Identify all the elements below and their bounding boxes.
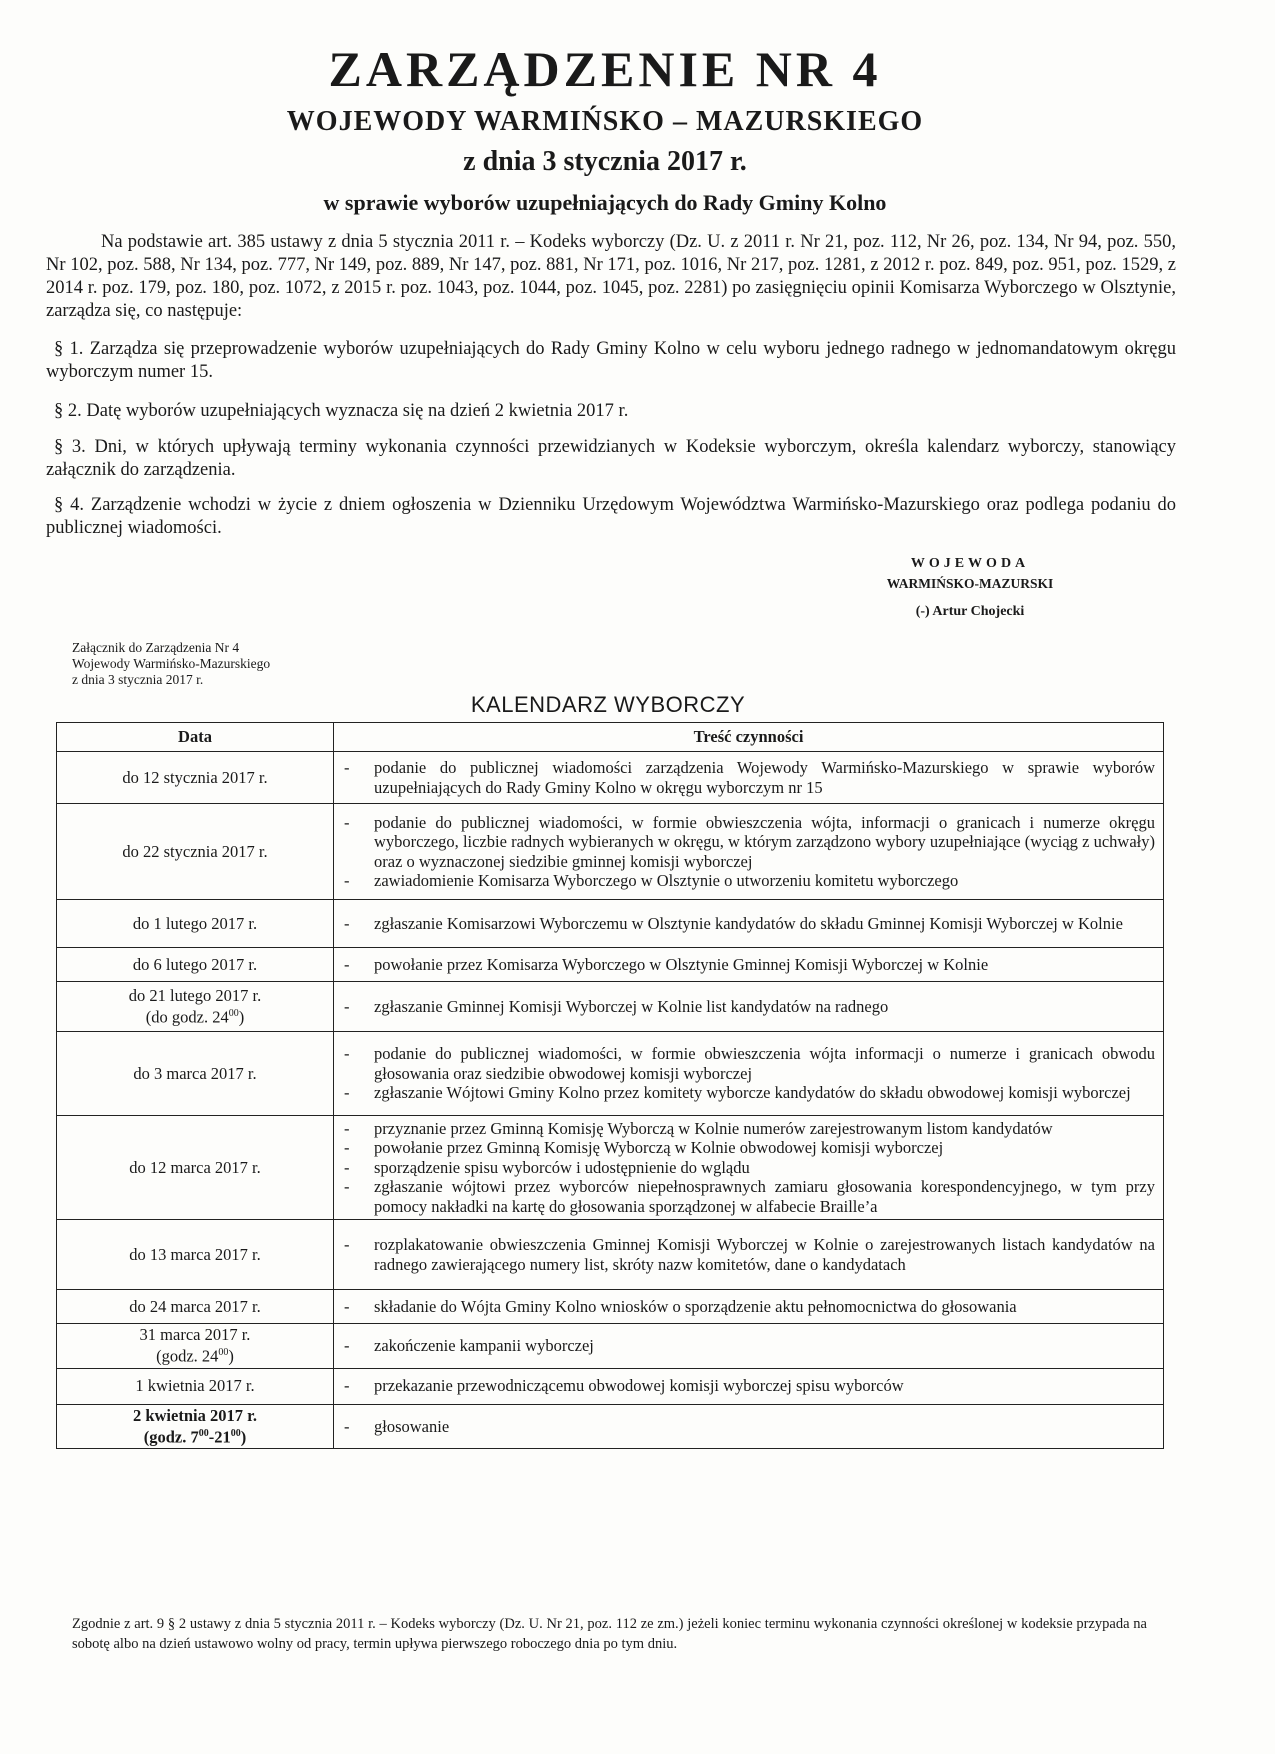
activity-text: przekazanie przewodniczącemu obwodowej komisji wyborczej spisu wyborców [374,1376,904,1396]
document-subject: w sprawie wyborów uzupełniających do Rady Gminy Kolno [323,190,887,215]
annex-note [72,640,270,688]
activity-item [334,813,1155,872]
date-cell [57,1368,334,1404]
content-cell [334,752,1164,804]
activity-text: zgłaszanie wójtowi przez wyborców niepełnosprawnych zamiaru głosowania korespondencyjnego, w tym przy pomocy nakładki na kartę do głosowania sporządzonej w alfabecie Braille’a [374,1177,1155,1216]
signature-title: WOJEWODA [910,556,1030,571]
table-row [57,1116,1164,1220]
date-text: do 6 lutego 2017 r. [132,954,258,974]
table-row [57,1032,1164,1116]
activity-text: podanie do publicznej wiadomości, w formie obwieszczenia wójta informacji o numerze i granicach obwodu głosowania oraz siedzibie obwodowej komisji wyborczej [374,1044,1155,1083]
date-text: 2 kwietnia 2017 r. [132,1405,258,1425]
date-text: do 24 marca 2017 r. [129,1296,261,1316]
activity-text: sporządzenie spisu wyborców i udostępnienie do wglądu [374,1157,750,1177]
column-header-content: Treść czynności [334,723,1164,752]
date-text: do 3 marca 2017 r. [133,1063,257,1083]
bullet-dash: - [344,1235,350,1254]
date-cell [57,1116,334,1220]
content-cell [334,900,1164,948]
activity-item [334,758,1155,797]
content-cell [334,1032,1164,1116]
date-cell [57,1324,334,1369]
activity-item [334,955,1155,975]
time-text: (godz. 7 [143,1427,199,1446]
date-text: do 12 stycznia 2017 r. [122,767,268,787]
time-superscript: 00 [198,1427,209,1439]
bullet-dash: - [344,812,350,832]
date-time-note [61,1344,329,1366]
paragraph-4: § 4. Zarządzenie wchodzi w życie z dniem ogłoszenia w Dzienniku Urzędowym Województwa Warmińsko-Mazurskiego oraz podlega podaniu do publicznej wiadomości. [46,495,1176,538]
activity-item [334,1119,1155,1139]
content-cell [334,1404,1164,1449]
intro-paragraph: Na podstawie art. 385 ustawy z dnia 5 stycznia 2011 r. – Kodeks wyborczy (Dz. U. z 2011 r. Nr 21, poz. 112, Nr 26, poz. 134, Nr 94, poz. 550, Nr 102, poz. 588, Nr 134, poz. 777, Nr 149, poz. 889, Nr 147, poz. 881, Nr 171, poz. 1016, Nr 217, poz. 1281, z 2012 r. poz. 849, poz. 951, poz. 1529, z 2014 r. poz. 179, poz. 180, poz. 1072, z 2015 r. poz. 1043, poz. 1044, poz. 1045, poz. 2281) po zasięgnięciu opinii Komisarza Wyborczego w Olsztynie, zarządza się, co następuje: [46,232,1176,321]
time-text: (do godz. 24 [145,1007,229,1027]
table-row [57,982,1164,1032]
document-issuer: WOJEWODY WARMIŃSKO – MAZURSKIEGO [286,106,924,137]
table-row [57,1368,1164,1404]
document-date: z dnia 3 stycznia 2017 r. [463,146,747,177]
time-text: ) [228,1346,234,1366]
bullet-dash: - [344,1336,350,1355]
table-row [57,948,1164,982]
bullet-dash: - [344,1138,350,1158]
activity-text: zgłaszanie Komisarzowi Wyborczemu w Olsztynie kandydatów do składu Gminnej Komisji Wyborczej w Kolnie [374,913,1123,933]
annex-line: z dnia 3 stycznia 2017 r. [72,672,204,687]
activity-item [334,1336,1155,1356]
table-row [57,1324,1164,1369]
date-text: do 22 stycznia 2017 r. [122,841,268,861]
activity-item [334,1138,1155,1158]
date-cell [57,1404,334,1449]
signature-office: WARMIŃSKO-MAZURSKI [886,576,1054,591]
paragraph-1: § 1. Zarządza się przeprowadzenie wyborów uzupełniających do Rady Gminy Kolno w celu wyboru jednego radnego w jednomandatowym okręgu wyborczym numer 15. [46,339,1176,382]
bullet-dash: - [344,1118,350,1138]
table-row [57,1290,1164,1324]
bullet-dash: - [344,1296,350,1316]
table-row [57,752,1164,804]
bullet-dash: - [344,871,350,890]
activity-item [334,1083,1155,1103]
activity-text: powołanie przez Gminną Komisję Wyborczą w Kolnie obwodowej komisji wyborczej [374,1138,944,1158]
activity-item [334,1158,1155,1178]
table-row [57,1404,1164,1449]
activity-text: podanie do publicznej wiadomości, w formie obwieszczenia wójta, informacji o granicach i numerze okręgu wyborczego, liczbie radnych wybieranych w okręgu, w którym zarządzono wybory uzupełniające (wyciąg z uchwały) oraz o wyznaczonej siedzibie gminnej komisji wyborczej [374,812,1155,871]
bullet-dash: - [344,1044,350,1064]
date-cell [57,804,334,900]
bullet-dash: - [344,996,350,1016]
activity-text: zgłaszanie Gminnej Komisji Wyborczej w Kolnie list kandydatów na radnego [374,996,889,1016]
activity-item [334,1177,1155,1216]
activity-text: zgłaszanie Wójtowi Gminy Kolno przez komitety wyborcze kandydatów do składu obwodowej komisji wyborczej [374,1083,1131,1103]
activity-text: zakończenie kampanii wyborczej [374,1336,594,1355]
time-superscript: 00 [230,1427,241,1439]
table-row [57,900,1164,948]
bullet-dash: - [344,1157,350,1177]
time-text: -21 [208,1427,231,1446]
date-text: do 13 marca 2017 r. [129,1244,261,1264]
content-cell [334,1116,1164,1220]
date-cell [57,752,334,804]
content-cell [334,1368,1164,1404]
content-cell [334,1220,1164,1290]
activity-text: rozplakatowanie obwieszczenia Gminnej Komisji Wyborczej w Kolnie o zarejestrowanych listach kandydatów na radnego zawierającego numery list, skróty nazw komitetów, dane o kandydatach [374,1235,1155,1274]
time-superscript: 00 [218,1347,229,1358]
table-row [57,804,1164,900]
calendar-body [57,752,1164,1449]
activity-item [334,997,1155,1017]
bullet-dash: - [344,758,350,777]
time-text: (godz. 24 [156,1346,219,1366]
bullet-dash: - [344,1177,350,1197]
date-cell [57,1220,334,1290]
signature-name: (-) Artur Chojecki [915,604,1025,619]
activity-text: głosowanie [374,1416,450,1436]
content-cell [334,948,1164,982]
content-cell [334,1290,1164,1324]
content-cell [334,982,1164,1032]
date-cell [57,948,334,982]
date-cell [57,1032,334,1116]
activity-item [334,1235,1155,1274]
activity-item [334,1297,1155,1317]
calendar-title: KALENDARZ WYBORCZY [470,692,746,717]
activity-text: składanie do Wójta Gminy Kolno wniosków o sporządzenie aktu pełnomocnictwa do głosowania [374,1296,1017,1316]
content-cell [334,804,1164,900]
paragraph-3: § 3. Dni, w których upływają terminy wykonania czynności przewidzianych w Kodeksie wyborczym, określa kalendarz wyborczy, stanowiący załącznik do zarządzenia. [46,437,1176,480]
date-text: do 1 lutego 2017 r. [132,913,258,933]
bullet-dash: - [344,1083,350,1103]
paragraph-2: § 2. Datę wyborów uzupełniających wyznacza się na dzień 2 kwietnia 2017 r. [54,401,629,421]
activity-text: podanie do publicznej wiadomości zarządzenia Wojewody Warmińsko-Mazurskiego w sprawie wyborów uzupełniających do Rady Gminy Kolno w okręgu wyborczym nr 15 [374,758,1155,797]
time-superscript: 00 [228,1007,239,1019]
table-row [57,1220,1164,1290]
annex-line: Załącznik do Zarządzenia Nr 4 [72,640,240,655]
date-text: do 21 lutego 2017 r. [128,985,262,1005]
activity-item [334,1044,1155,1083]
time-text: ) [240,1427,247,1446]
activity-text: przyznanie przez Gminną Komisję Wyborczą w Kolnie numerów zarejestrowanym listom kandydatów [374,1118,1053,1138]
date-cell [57,982,334,1032]
content-cell [334,1324,1164,1369]
date-cell [57,900,334,948]
calendar-table [56,722,1164,1449]
document-title: ZARZĄDZENIE NR 4 [328,41,882,97]
activity-item [334,1376,1155,1396]
date-text: do 12 marca 2017 r. [129,1157,261,1177]
activity-item [334,871,1155,891]
column-header-date: Data [57,723,334,752]
activity-item [334,914,1155,934]
date-cell [57,1290,334,1324]
date-text: 31 marca 2017 r. [139,1325,251,1344]
date-time-note [61,1425,329,1447]
date-time-note [61,1005,329,1027]
date-text: 1 kwietnia 2017 r. [135,1376,255,1395]
activity-text: powołanie przez Komisarza Wyborczego w Olsztynie Gminnej Komisji Wyborczej w Kolnie [374,954,989,974]
footer-note: Zgodnie z art. 9 § 2 ustawy z dnia 5 stycznia 2011 r. – Kodeks wyborczy (Dz. U. Nr 21, poz. 112 ze zm.) jeżeli koniec terminu wykonania czynności określonej w kodeksie przypada na sobotę albo na dzień ustawowo wolny od pracy, termin upływa pierwszego roboczego dnia po tym dniu. [72,1616,1147,1652]
table-header-row [57,723,1164,752]
time-text: ) [238,1007,245,1027]
bullet-dash: - [344,913,350,933]
bullet-dash: - [344,954,350,974]
annex-line: Wojewody Warmińsko-Mazurskiego [72,656,271,671]
bullet-dash: - [344,1416,350,1436]
bullet-dash: - [344,1376,350,1396]
activity-text: zawiadomienie Komisarza Wyborczego w Olsztynie o utworzeniu komitetu wyborczego [374,871,959,890]
activity-item [334,1417,1155,1437]
